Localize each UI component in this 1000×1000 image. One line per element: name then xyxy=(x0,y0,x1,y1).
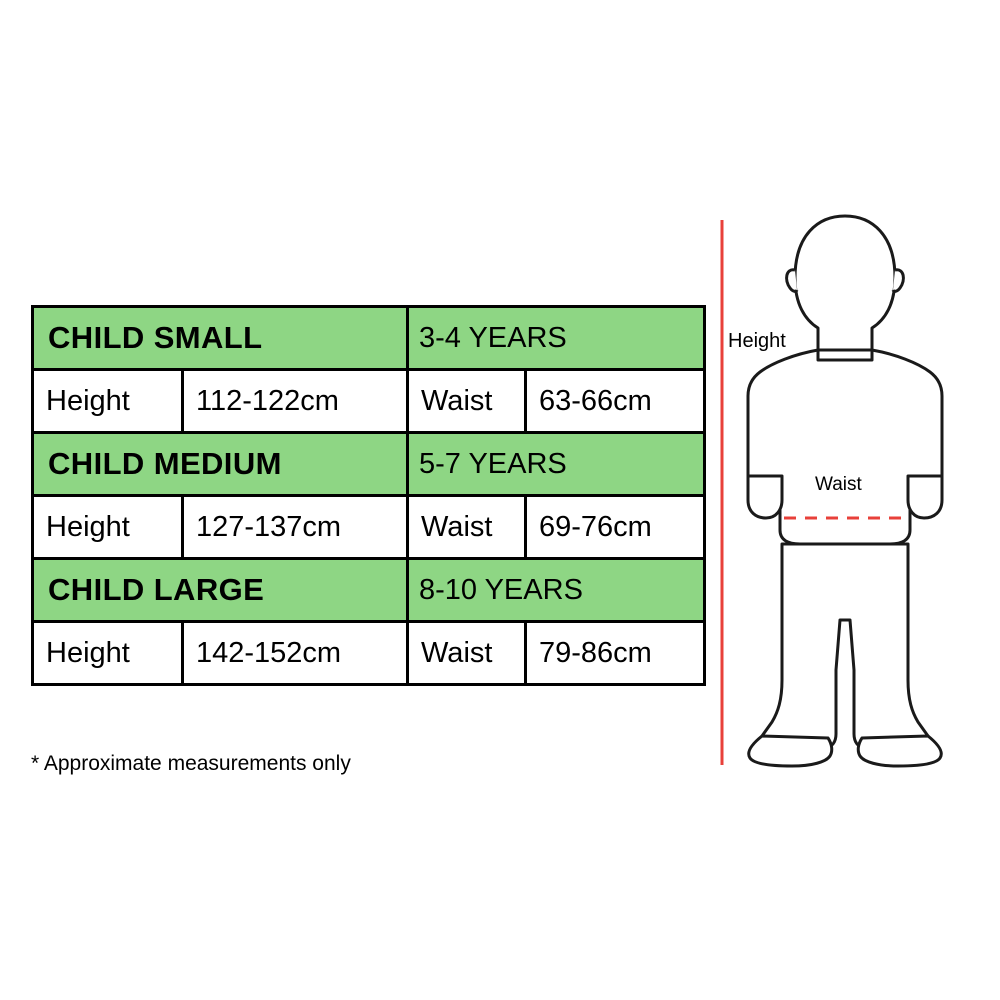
age-range-cell: 8-10 YEARS xyxy=(408,559,705,622)
height-axis-label: Height xyxy=(724,328,790,355)
height-label-cell: Height xyxy=(33,496,183,559)
waist-axis-label: Waist xyxy=(812,473,865,497)
figure-hand-right xyxy=(908,476,942,518)
waist-value-cell: 79-86cm xyxy=(526,622,705,685)
waist-label-cell: Waist xyxy=(408,370,526,433)
height-value-cell: 112-122cm xyxy=(183,370,408,433)
height-label-cell: Height xyxy=(33,622,183,685)
table-row xyxy=(33,622,705,685)
age-range-cell: 5-7 YEARS xyxy=(408,433,705,496)
table-row xyxy=(33,433,705,496)
figure-foot-right xyxy=(858,736,941,766)
size-name-cell: CHILD LARGE xyxy=(33,559,408,622)
figure-hand-left xyxy=(748,476,782,518)
size-name-cell: CHILD MEDIUM xyxy=(33,433,408,496)
footnote-text: * Approximate measurements only xyxy=(31,752,351,775)
size-chart-table xyxy=(31,305,706,686)
figure-head xyxy=(795,216,895,350)
size-name-cell: CHILD SMALL xyxy=(33,307,408,370)
figure-foot-left xyxy=(749,736,832,766)
table-row xyxy=(33,496,705,559)
height-value-cell: 127-137cm xyxy=(183,496,408,559)
table-row xyxy=(33,370,705,433)
waist-value-cell: 69-76cm xyxy=(526,496,705,559)
age-range-cell: 3-4 YEARS xyxy=(408,307,705,370)
table-row xyxy=(33,559,705,622)
height-label-cell: Height xyxy=(33,370,183,433)
table-row xyxy=(33,307,705,370)
waist-value-cell: 63-66cm xyxy=(526,370,705,433)
body-figure-diagram xyxy=(700,200,990,790)
waist-label-cell: Waist xyxy=(408,622,526,685)
waist-label-cell: Waist xyxy=(408,496,526,559)
height-value-cell: 142-152cm xyxy=(183,622,408,685)
figure-legs xyxy=(760,544,929,748)
